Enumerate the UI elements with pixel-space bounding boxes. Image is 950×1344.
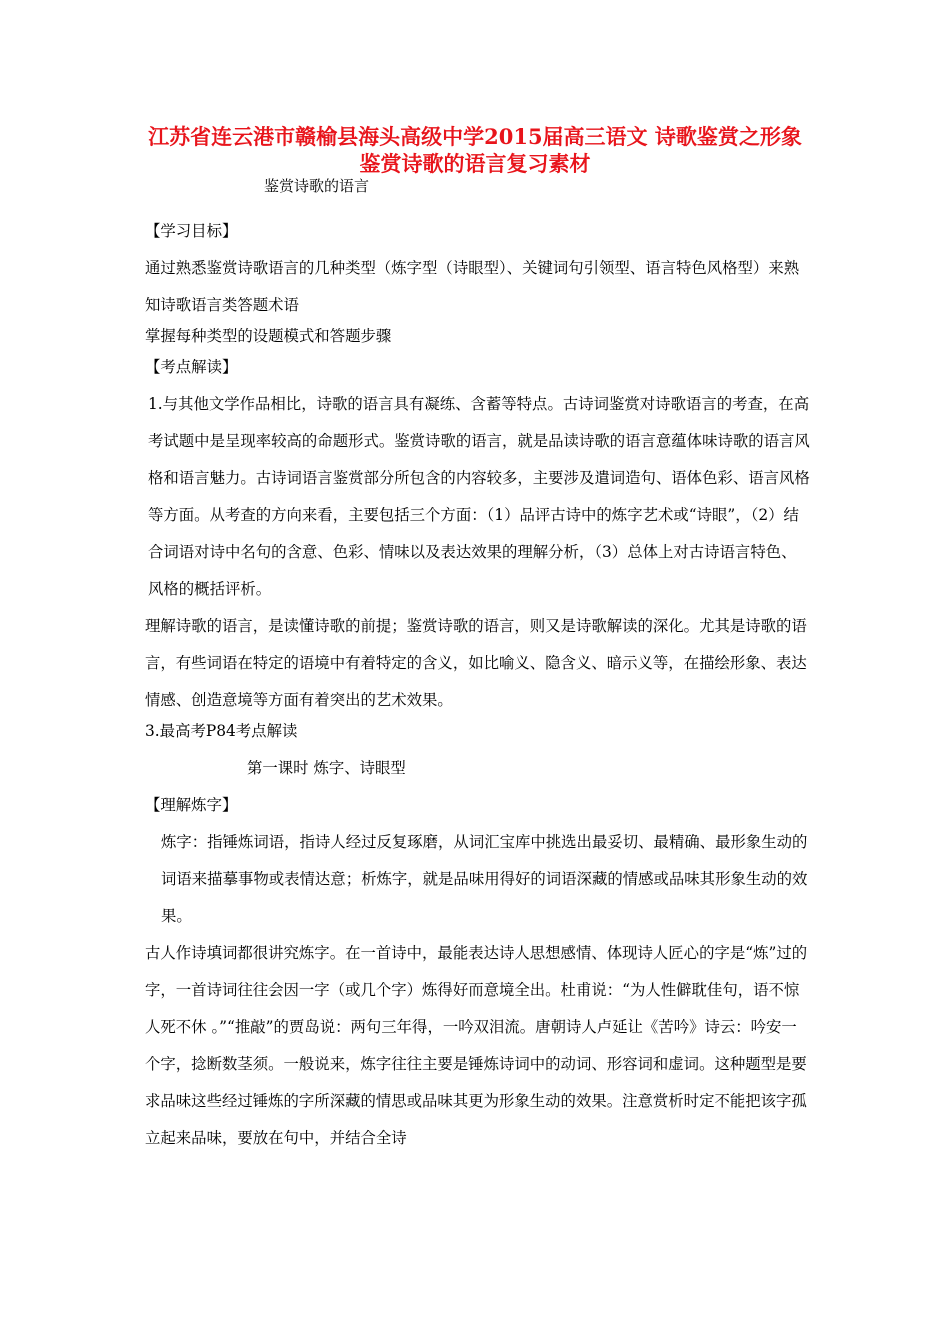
exam-point-paragraph-3: 3.最高考P84考点解读 xyxy=(145,722,298,740)
exam-point-heading: 【考点解读】 xyxy=(145,358,238,376)
document-title: 江苏省连云港市赣榆县海头高级中学2015届高三语文 诗歌鉴赏之形象 鉴赏诗歌的语言复习素材 xyxy=(148,124,802,176)
understand-paragraph-1: 炼字：指锤炼词语，指诗人经过反复琢磨，从词汇宝库中挑选出最妥切、最精确、最形象生动的词语来描摹事物或表情达意；析炼字，就是品味用得好的词语深藏的情感或品味其形象生动的效果。 xyxy=(161,833,808,925)
study-goal-paragraph-1: 通过熟悉鉴赏诗歌语言的几种类型（炼字型（诗眼型）、关键词句引领型、语言特色风格型）来熟知诗歌语言类答题术语 xyxy=(145,259,800,314)
exam-point-paragraph-2: 理解诗歌的语言，是读懂诗歌的前提；鉴赏诗歌的语言，则又是诗歌解读的深化。尤其是诗歌的语言，有些词语在特定的语境中有着特定的含义，如比喻义、隐含义、暗示义等，在描绘形象、表达情感、创造意境等方面有着突出的艺术效果。 xyxy=(145,617,807,709)
study-goal-heading: 【学习目标】 xyxy=(145,222,238,240)
study-goal-paragraph-2: 掌握每种类型的设题模式和答题步骤 xyxy=(145,327,392,345)
understand-paragraph-2: 古人作诗填词都很讲究炼字。在一首诗中，最能表达诗人思想感情、体现诗人匠心的字是“炼”过的字，一首诗词往往会因一字（或几个字）炼得好而意境全出。杜甫说：“为人性僻耽佳句，语不惊人死不休 。”“推敲”的贾岛说：两句三年得，一吟双泪流。唐朝诗人卢延让《苦吟》诗云：吟安一个字，捻断数茎须。一般说来，炼字往往主要是锤炼诗词中的动词、形容词和虚词。这种题型是要求品味这些经过锤炼的字所深藏的情思或品味其更为形象生动的效果。注意赏析时定不能把该字孤立起来品味，要放在句中，并结合全诗 xyxy=(145,944,808,1147)
document-body xyxy=(145,213,810,1157)
exam-point-paragraph-1: 1.与其他文学作品相比，诗歌的语言具有凝练、含蓄等特点。古诗词鉴赏对诗歌语言的考查，在高考试题中是呈现率较高的命题形式。鉴赏诗歌的语言，就是品读诗歌的语言意蕴体味诗歌的语言风格和语言魅力。古诗词语言鉴赏部分所包含的内容较多，主要涉及遣词造句、语体色彩、语言风格等方面。从考查的方向来看，主要包括三个方面：（1）品评古诗中的炼字艺术或“诗眼”，（2）结合词语对诗中名句的含意、色彩、情味以及表达效果的理解分析，（3）总体上对古诗语言特色、风格的概括评析。 xyxy=(148,395,810,598)
understand-heading: 【理解炼字】 xyxy=(145,796,238,814)
document-subtitle: 鉴赏诗歌的语言 xyxy=(264,177,370,195)
lesson-heading: 第一课时 炼字、诗眼型 xyxy=(247,759,406,777)
